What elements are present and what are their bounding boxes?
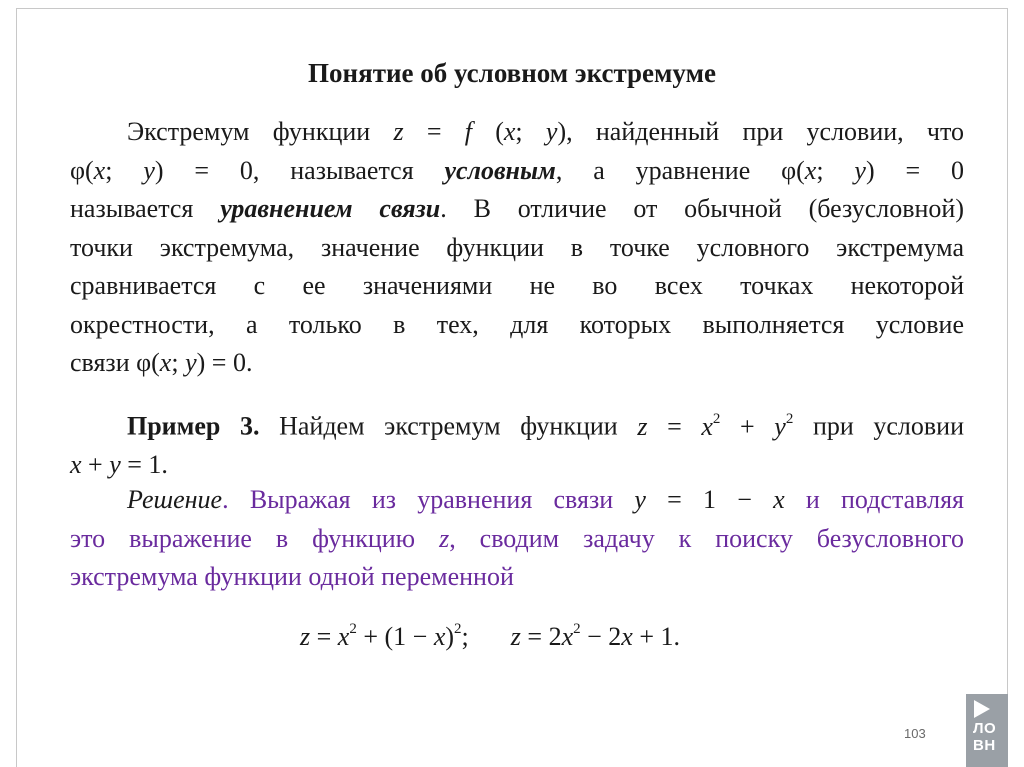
example-line-2: [70, 446, 964, 485]
substitution-formula: y = 1 − x: [634, 485, 785, 514]
definition-line-7: связи φ(x; y) = 0.: [70, 348, 253, 377]
constraint-formula-final: φ(x; y) = 0.: [136, 348, 253, 377]
display-formula: $z = x^2 + (1 - x)^2$; $z = 2x^2 - 2x + 1$.: [300, 621, 681, 651]
definition-line-5: сравнивается с ее значениями не во всех точках некоторой: [70, 271, 964, 300]
play-arrow-icon: [974, 700, 990, 718]
definition-paragraph: [70, 113, 964, 383]
slide-frame-right: [1007, 8, 1008, 767]
next-slide-button-label: ЛО ВН: [973, 720, 997, 754]
definition-line-1: Экстремум функции z = f (x; y), найденный при условии, что: [127, 117, 964, 146]
slide-frame-top: [16, 8, 1008, 9]
slide-frame-left: [16, 8, 17, 767]
solution-line-2: это выражение в функцию z, сводим задачу к поиску безусловного: [70, 523, 964, 553]
solution-line-3: экстремума функции одной переменной: [70, 562, 514, 591]
definition-line-3: называется уравнением связи. В отличие от обычной (безусловной): [70, 194, 965, 223]
term-constraint-equation: уравнением связи: [220, 194, 441, 223]
page-number: 103: [904, 726, 926, 741]
term-conditional: условным: [444, 155, 556, 185]
solution-label: Решение: [127, 485, 223, 514]
definition-line-4: точки экстремума, значение функции в точке условного экстремума: [70, 232, 964, 262]
function-formula: z = f (x; y),: [393, 117, 573, 146]
definition-line-6: окрестности, а только в тех, для которых выполняется условие: [70, 309, 964, 339]
definition-line-2: φ(x; y) = 0, называется условным, а уравнение φ(x; y) = 0: [70, 155, 965, 185]
constraint-formula: φ(x; y) = 0,: [70, 155, 260, 185]
next-slide-button[interactable]: [966, 694, 1008, 767]
example-line-1: Пример 3. Найдем экстремум функции $z = x^2 + y^2$ при условии: [127, 411, 964, 441]
solution-line-1: Решение. Выражая из уравнения связи y = 1 − x и подставляя: [127, 485, 964, 514]
slide-title: Понятие об условном экстремуме: [308, 58, 716, 88]
example-function-formula: $z = x^2 + y^2$: [637, 411, 794, 441]
constraint-equation-formula: φ(x; y) = 0: [781, 155, 965, 185]
solution-paragraph: [70, 481, 964, 597]
example-constraint-formula: x + y = 1.: [70, 450, 168, 480]
example-paragraph: [70, 402, 964, 485]
example-label: Пример 3.: [127, 411, 260, 441]
